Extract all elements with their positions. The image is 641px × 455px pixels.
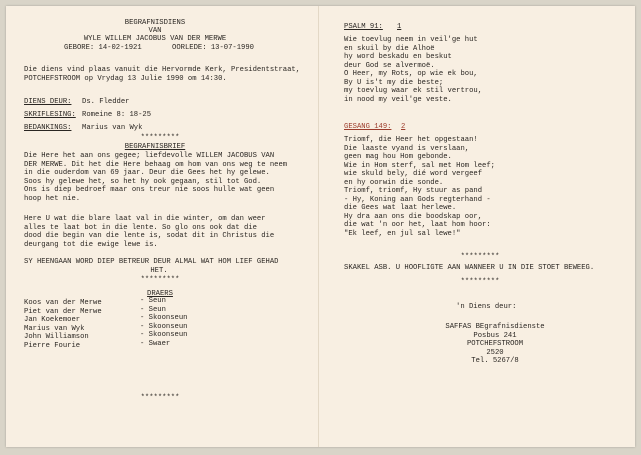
diens-deur-caption: 'n Diens deur: <box>456 303 517 311</box>
draer-relation: - Skoonseun <box>140 314 188 322</box>
bedankings-label: BEDANKINGS: <box>24 124 72 132</box>
died-date: OORLEDE: 13-07-1990 <box>172 44 254 52</box>
gesang-line: - Hy, Koning aan Gods regterhand - <box>344 195 491 204</box>
gesang-line: en hy oorwin die sonde. <box>344 178 444 187</box>
psalm-line: hy word beskadu en beskut <box>344 53 452 61</box>
deceased-name: WYLE WILLEM JACOBUS VAN DER MERWE <box>83 35 227 43</box>
undertaker-line: Posbus 241 <box>473 331 517 340</box>
gesang-line: "Ek leef, en jul sal lewe!" <box>344 229 461 238</box>
brief-line: in die ouderdom van 69 jaar. Deur die Gees het hy gelewe. <box>24 169 270 177</box>
undertaker-line: 2520 <box>486 348 504 357</box>
draer-name: Piet van der Merwe <box>24 307 102 316</box>
draer-relation: - Skoonseun <box>140 331 188 339</box>
intro-line: POTCHEFSTROOM op Vrydag 13 Julie 1990 om 14:30. <box>24 74 227 83</box>
psalm-line: in nood my veil'ge veste. <box>344 95 452 104</box>
divider: ********* <box>460 253 500 261</box>
psalm-number: 1 <box>397 23 402 31</box>
brief-line: Ons is diep bedroef maar ons treur nie soos hulle wat geen <box>24 186 275 194</box>
draer-relation: - Skoonseun <box>140 322 188 331</box>
brief-paragraph-1 <box>24 152 287 203</box>
draer-relation: - Swaer <box>140 339 171 348</box>
brief-paragraph-2 <box>24 215 274 249</box>
gesang-line: Triomf, die Heer het opgestaan! <box>344 136 478 144</box>
gesang-text <box>344 136 495 238</box>
draer-relation: - Seun <box>140 297 166 305</box>
draer-relation: - Seun <box>140 305 166 314</box>
divider: ********* <box>140 394 180 402</box>
diens-deur-label: DIENS DEUR: <box>24 98 72 106</box>
brief-line: hoop het nie. <box>24 194 81 203</box>
divider: ********* <box>460 278 500 286</box>
undertaker-line: SAFFAS BEgrafnisdienste <box>445 323 545 331</box>
brief-line: Here U wat die blare laat val in die winter, om dan weer <box>24 215 266 223</box>
undertaker-line: Tel. 5267/8 <box>471 357 519 365</box>
draer-name: Marius van Wyk <box>24 324 85 333</box>
closing-line: HET. <box>150 266 168 275</box>
brief-line: Die Here het aan ons gegee; liefdevolle WILLEM JACOBUS VAN <box>24 152 275 160</box>
gesang-line: wie skuld bely, dié word vergeef <box>344 170 483 178</box>
divider: ********* <box>140 134 180 142</box>
psalm-line: my toevlug waar ek stil vertrou, <box>344 87 483 95</box>
skriflesing-label: SKRIFLESING: <box>24 111 76 119</box>
gesang-label: GESANG 149: <box>344 123 392 131</box>
gesang-line: Die laaste vyand is verslaan, <box>344 144 470 153</box>
diens-deur-value: Ds. Fledder <box>82 98 130 106</box>
closing-text <box>24 258 294 275</box>
undertaker-line: POTCHEFSTROOM <box>466 340 524 348</box>
draer-name: Koos van der Merwe <box>24 299 102 307</box>
psalm-line: Wie toevlug neem in veil'ge hut <box>344 36 478 44</box>
gesang-line: geen mag hou Hom gebonde. <box>344 153 452 161</box>
draer-name: John Williamson <box>24 333 89 341</box>
fold-line <box>318 6 319 447</box>
psalm-text <box>344 36 482 104</box>
psalm-line: deur God se alvermoë. <box>344 61 435 70</box>
psalm-label: PSALM 91: <box>344 23 383 31</box>
intro-line: Die diens vind plaas vanuit die Hervormde Kerk, Presidentstraat, <box>24 66 301 74</box>
brief-line: Soos hy gelewe het, so het hy ook gegaan, stil tot God. <box>24 177 262 186</box>
draer-name: Pierre Fourie <box>24 341 81 350</box>
brief-line: DER MERWE. Dit het die Here behaag om hom van ons weg te neem <box>24 160 288 169</box>
bedankings-value: Marius van Wyk <box>82 124 143 132</box>
closing-line: SY HEENGAAN WORD DIEP BETREUR DEUR ALMAL WAT HOM LIEF GEHAD <box>24 258 279 266</box>
psalm-line: O Heer, my Rots, op wie ek bou, <box>344 70 478 78</box>
divider: ********* <box>140 276 180 284</box>
draers-names <box>24 299 102 350</box>
skriflesing-value: Romeine 8: 18-25 <box>82 111 152 119</box>
undertaker-block <box>430 323 560 366</box>
gesang-line: die wat 'n oor het, laat hom hoor: <box>344 221 491 229</box>
gesang-line: Hy dra aan ons die boodskap oor, <box>344 212 483 221</box>
draers-title: DRAERS <box>147 290 173 298</box>
psalm-line: By U is't my die beste; <box>344 78 444 87</box>
gesang-line: Wie in Hom sterf, sal met Hom leef; <box>344 161 495 170</box>
draer-name: Jan Koekemoer <box>24 316 81 324</box>
brief-line: alles te laat bot in die lente. So glo ons ook dat die <box>24 223 257 232</box>
born-date: GEBORE: 14-02-1921 <box>64 44 142 52</box>
headlights-notice: SKAKEL ASB. U HOOFLIGTE AAN WANNEER U IN DIE STOET BEWEEG. <box>344 264 595 272</box>
gesang-line: Triomf, triomf, Hy stuur as pand <box>344 187 483 195</box>
brief-title: BEGRAFNISBRIEF <box>124 143 186 151</box>
heading-title: BEGRAFNISDIENS <box>124 19 186 27</box>
brief-line: deurgang tot die ewige lewe is. <box>24 240 158 249</box>
heading-van: VAN <box>148 27 162 35</box>
brief-line: dood die begin van die lente is, sodat dit in Christus die <box>24 232 275 240</box>
gesang-number: 2 <box>401 123 406 131</box>
psalm-line: en skuil by die Alhoë <box>344 44 435 53</box>
draers-relations <box>140 297 187 348</box>
intro-text <box>24 66 300 83</box>
gesang-line: die Gees wat laat herlewe. <box>344 204 457 212</box>
